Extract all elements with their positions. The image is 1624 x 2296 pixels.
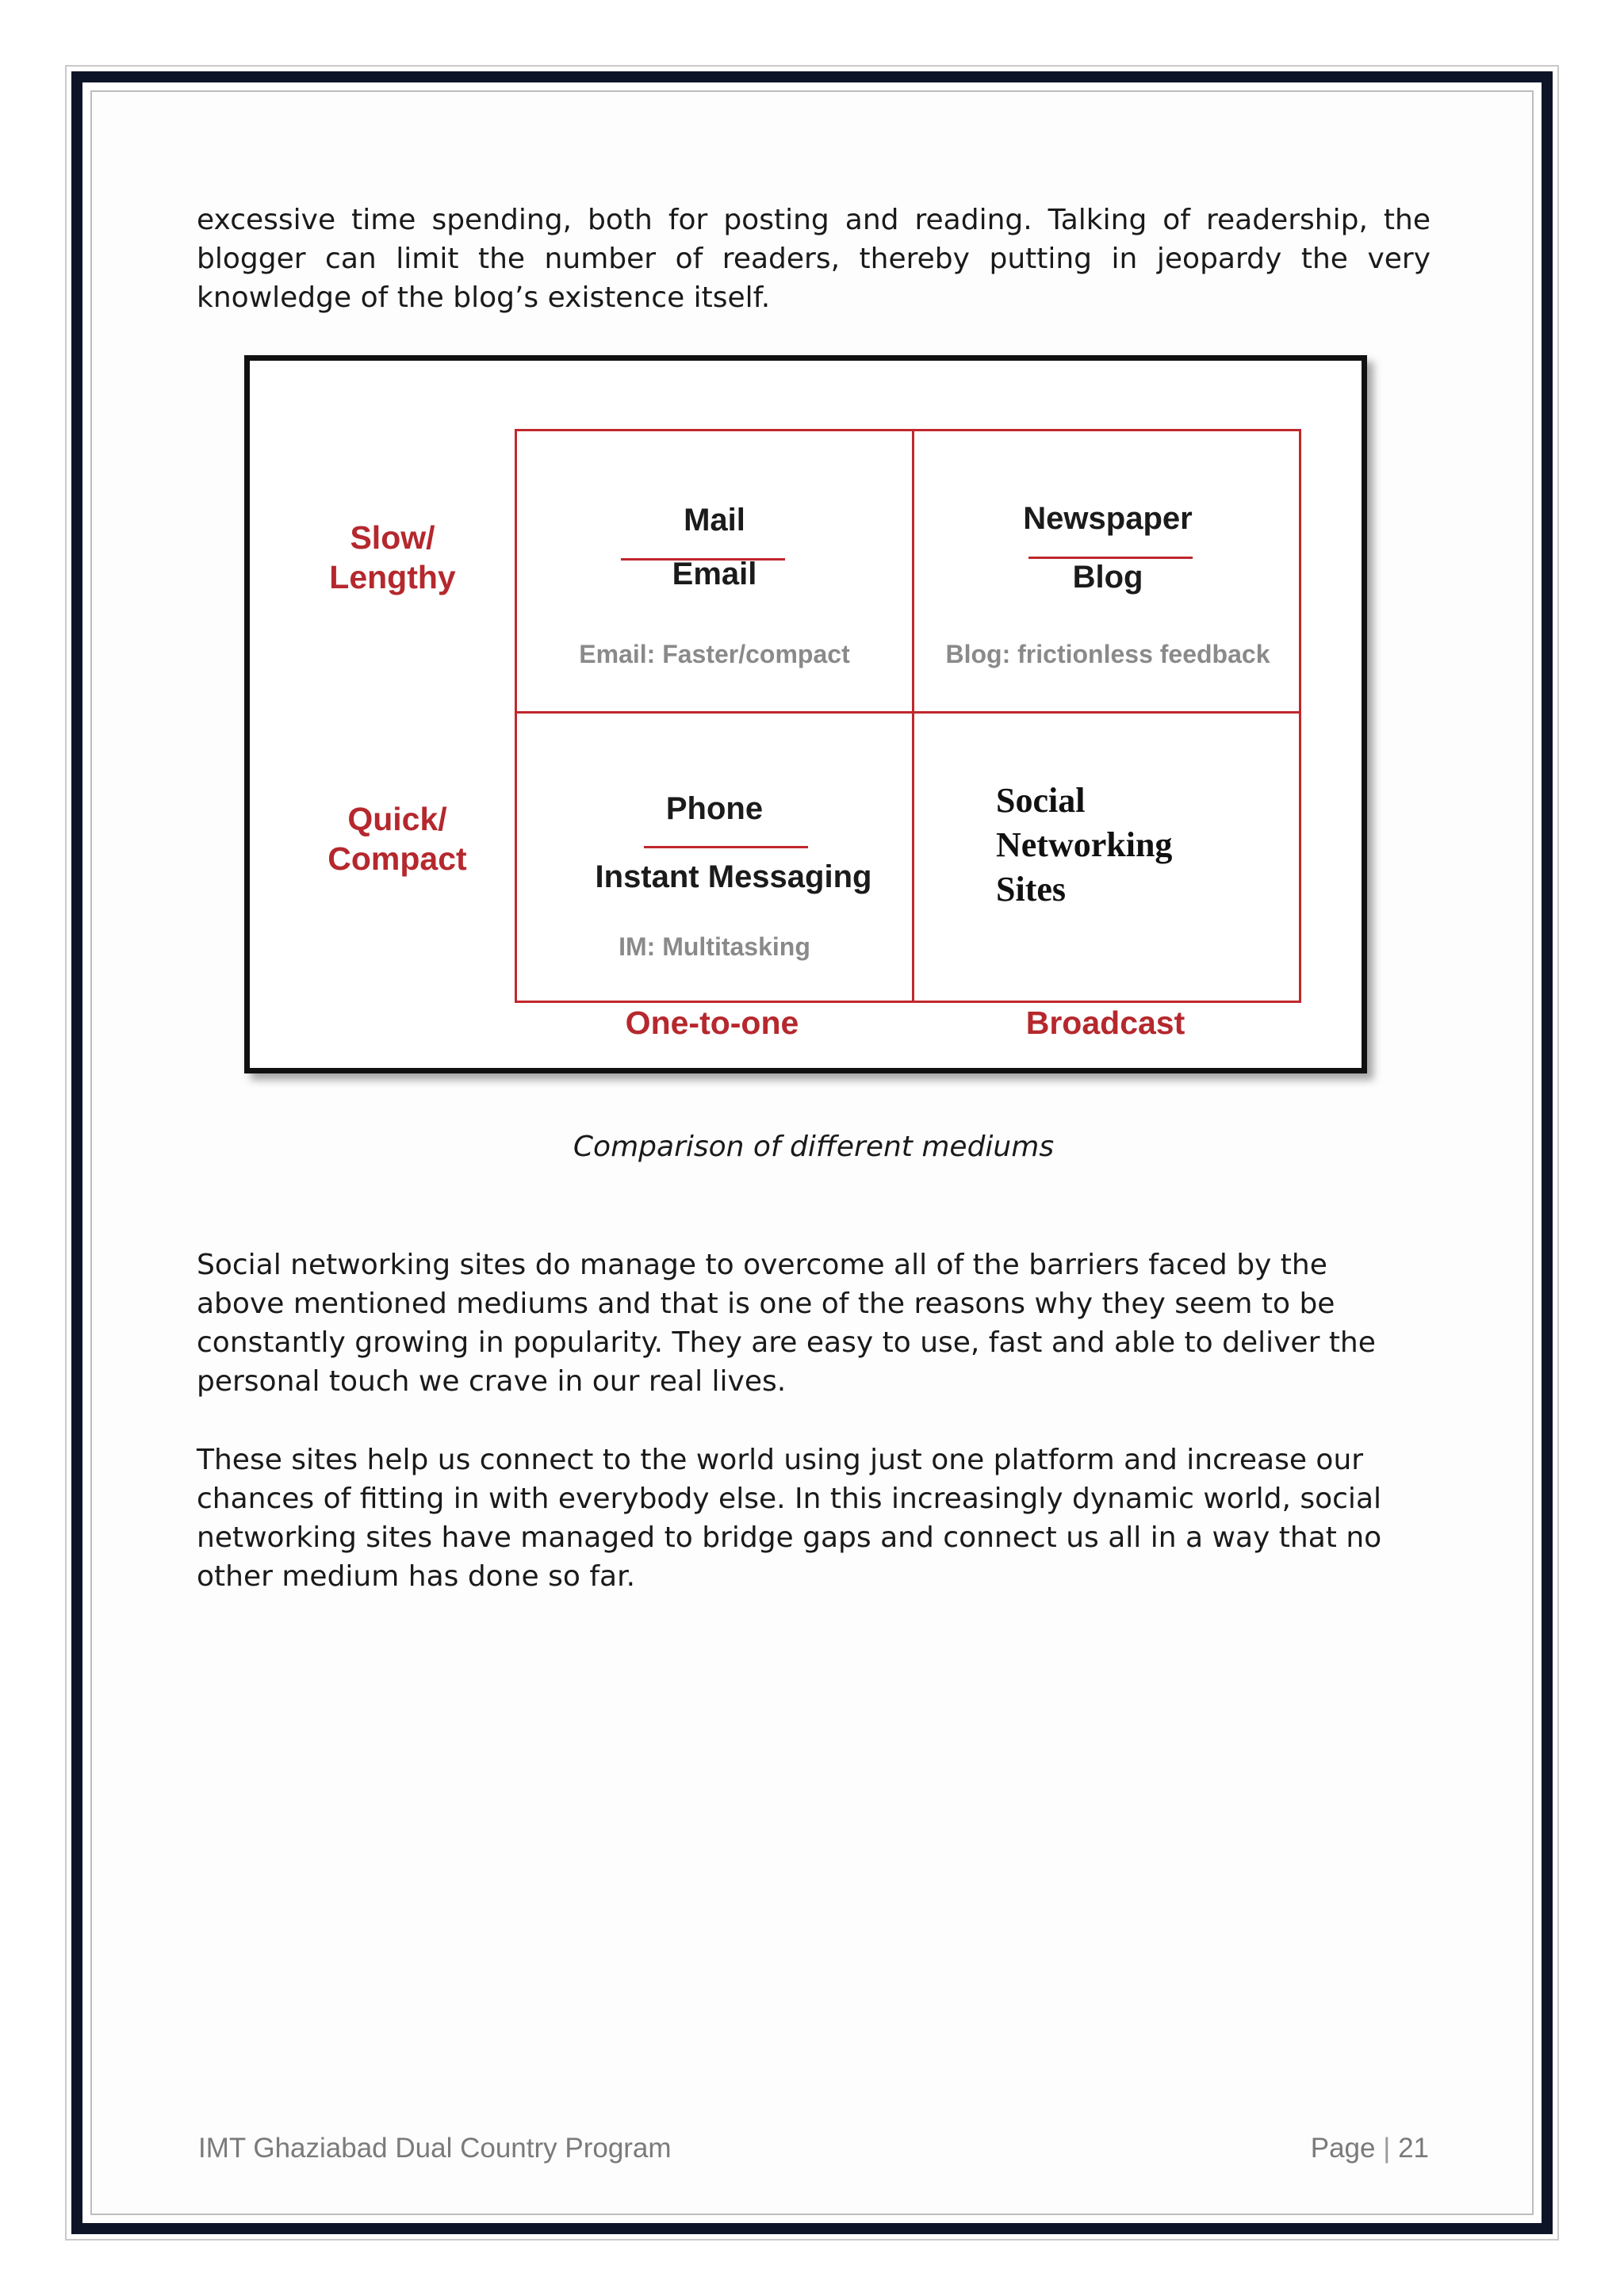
cell-blog-note: Blog: frictionless feedback [945,640,1270,668]
col-label-broadcast: Broadcast [1025,1004,1185,1041]
cell-phone-title: Phone [665,791,764,826]
cell-newspaper-title: Newspaper [1023,501,1193,536]
footer-program-name: IMT Ghaziabad Dual Country Program [198,2133,672,2164]
body-paragraph-2: These sites help us connect to the world using just one platform and increase our chances of fitting in with everybody else. In this increasingly dynamic world, social networking sites have managed to bridge gaps and connect us all in a way that no other medium has done so far. [197,1444,1382,1593]
footer-page-value: 21 [1398,2133,1429,2164]
intro-paragraph: excessive time spending, both for posting and reading. Talking of readership, the blogger can limit the number of readers, thereby putting in jeopardy the very knowledge of the blog’s existence itself. [197,204,1431,314]
row-label-quick-line1: Quick/ [347,801,447,837]
cell-social-networking [996,779,1172,912]
matrix-horizontal-divider [517,711,1299,714]
cell-email-note: Email: Faster/compact [579,640,850,668]
comparison-figure [244,355,1367,1073]
cell-email-title: Email [672,557,757,591]
cell-im-title: Instant Messaging [595,859,872,894]
row-label-quick-line2: Compact [327,840,467,877]
row-label-slow [297,518,488,597]
cell-mail-title: Mail [684,503,745,538]
row-label-slow-line2: Lengthy [329,559,456,595]
medium-matrix [515,429,1301,1003]
footer-page-label: Page [1310,2133,1376,2164]
row-label-slow-line1: Slow/ [350,519,435,556]
body-paragraph-1: Social networking sites do manage to overcome all of the barriers faced by the above mentioned mediums and that is one of the reasons why they seem to be constantly growing in popularity. They are easy to use, fast and able to deliver the personal touch we crave in our real lives. [197,1249,1376,1398]
footer-separator: | [1383,2133,1391,2164]
footer-page-number [1311,2133,1429,2164]
figure-caption: Comparison of different mediums [573,1131,1055,1163]
cell-social-line1: Social [996,781,1086,820]
cell-social-line2: Networking [996,825,1173,864]
cell-phone-rule [644,846,808,848]
cell-blog-title: Blog [1072,560,1143,595]
cell-im-note: IM: Multitasking [619,932,810,961]
row-label-quick [302,799,492,878]
cell-newspaper-rule [1028,557,1193,559]
col-label-one-to-one: One-to-one [625,1004,799,1041]
cell-social-line3: Sites [996,870,1066,909]
